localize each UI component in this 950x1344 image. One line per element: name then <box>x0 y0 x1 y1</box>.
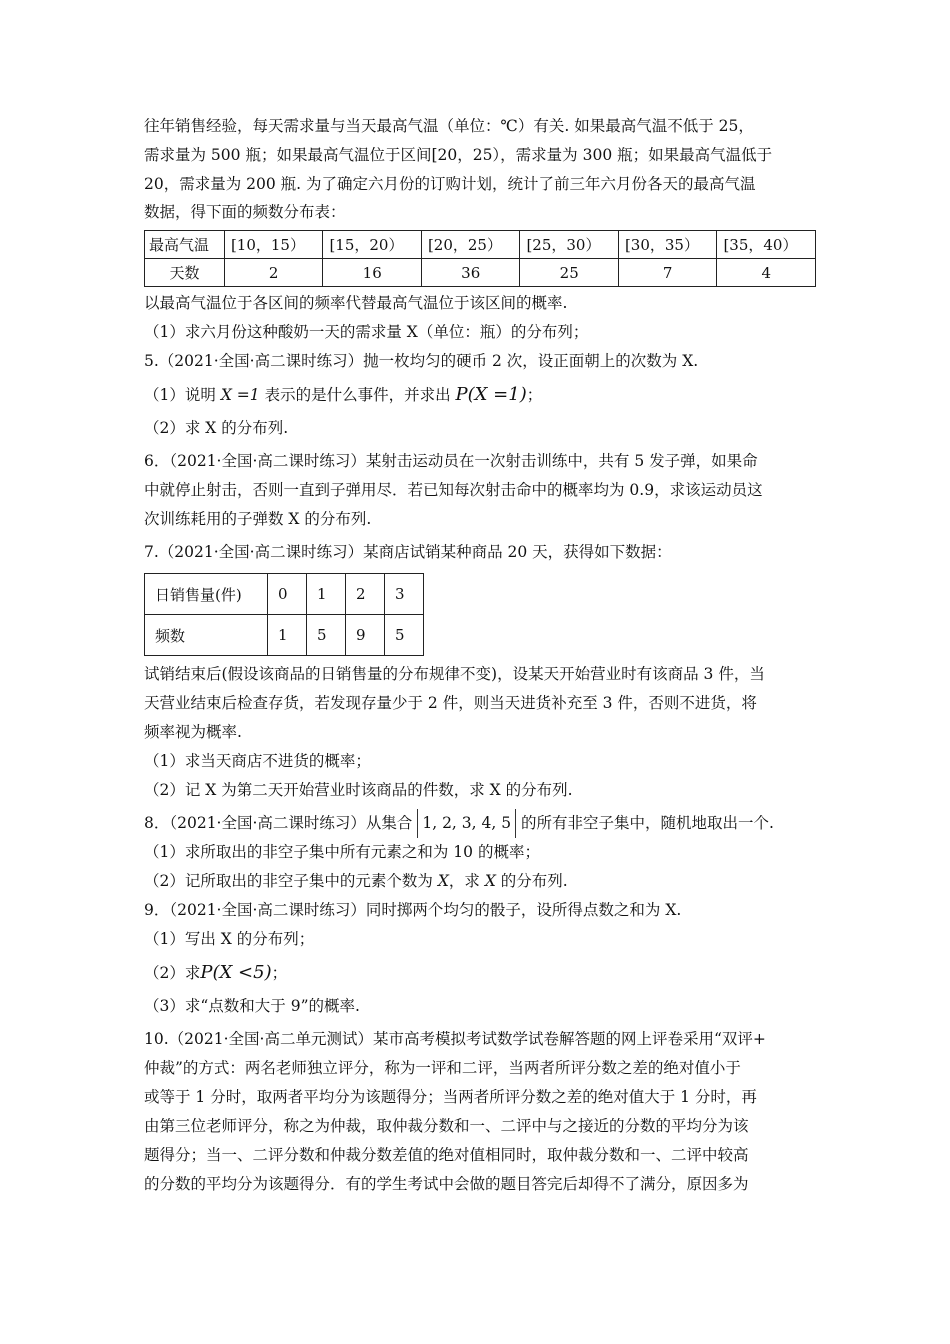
q5-p1-text-c: ； <box>526 386 543 404</box>
table-cell: [30，35） <box>618 231 717 259</box>
q6-line-1: 6．（2021·全国·高二课时练习）某射击运动员在一次射击训练中，共有 5 发子弹，如果命 <box>144 452 758 470</box>
q5-p1-prob: P(X =1) <box>455 384 527 405</box>
table-cell: 9 <box>346 615 385 656</box>
q5-part-2: （2）求 X 的分布列. <box>144 419 289 437</box>
q8-p2-text-c: 的分布列. <box>500 872 568 890</box>
temperature-frequency-table <box>144 230 816 287</box>
q10-line-5: 题得分；当一、二评分数和仲裁分数差值的绝对值相同时，取仲裁分数和一、二评中较高 <box>144 1146 749 1164</box>
q10-line-2: 仲裁”的方式：两名老师独立评分，称为一评和二评，当两者所评分数之差的绝对值小于 <box>144 1059 741 1077</box>
q7-title: 7.（2021·全国·高二课时练习）某商店试销某种商品 20 天，获得如下数据： <box>144 543 672 561</box>
q8-title-b: 的所有非空子集中，随机地取出一个. <box>521 814 774 832</box>
table-cell: [35，40） <box>717 231 816 259</box>
table-cell: [25，30） <box>520 231 619 259</box>
table-cell: 1 <box>268 615 307 656</box>
table-cell: 16 <box>323 259 422 287</box>
q8-part-1: （1）求所取出的非空子集中所有元素之和为 10 的概率； <box>144 843 540 861</box>
q6-line-2: 中就停止射击，否则一直到子弹用尽．若已知每次射击命中的概率均为 0.9，求该运动员这 <box>144 481 763 499</box>
q10-line-4: 由第三位老师评分，称之为仲裁，取仲裁分数和一、二评中与之接近的分数的平均分为该 <box>144 1117 749 1135</box>
q7-line-2: 天营业结束后检查存货，若发现存量少于 2 件，则当天进货补充至 3 件，否则不进货，将 <box>144 694 757 712</box>
table-cell: 2 <box>346 574 385 615</box>
sales-table <box>144 573 424 656</box>
q10-line-1: 10.（2021·全国·高二单元测试）某市高考模拟考试数学试卷解答题的网上评卷采用“双评+ <box>144 1030 766 1048</box>
q7-part-2: （2）记 X 为第二天开始营业时该商品的件数，求 X 的分布列. <box>144 781 573 799</box>
q7-line-3: 频率视为概率. <box>144 723 242 741</box>
table-cell: 1 <box>307 574 346 615</box>
q8-part-2 <box>144 867 824 896</box>
table-cell: 7 <box>618 259 717 287</box>
q5-p1-math: X =1 <box>220 386 260 404</box>
table-cell: [10，15） <box>224 231 323 259</box>
q5-p1-text-b: 表示的是什么事件，并求出 <box>264 386 451 404</box>
q9-title: 9．（2021·全国·高二课时练习）同时掷两个均匀的骰子，设所得点数之和为 X. <box>144 901 682 919</box>
q8-title-a: 8．（2021·全国·高二课时练习）从集合 <box>144 814 413 832</box>
q9-part-2 <box>144 958 824 988</box>
q9-p2-text-a: （2）求 <box>144 964 201 982</box>
q8-title <box>144 809 824 838</box>
q5-p1-text-a: （1）说明 <box>144 386 216 404</box>
table-row <box>145 615 424 656</box>
q5-part-1 <box>144 380 824 410</box>
document-page <box>144 112 824 1199</box>
table-row <box>145 259 816 287</box>
table-cell: 天数 <box>145 259 225 287</box>
table-cell: 最高气温 <box>145 231 225 259</box>
q5-title: 5.（2021·全国·高二课时练习）抛一枚均匀的硬币 2 次，设正面朝上的次数为 X. <box>144 352 699 370</box>
table-cell: 36 <box>421 259 520 287</box>
q8-p2-x2: X <box>484 872 496 890</box>
table-cell: [15，20） <box>323 231 422 259</box>
table-cell: [20，25） <box>421 231 520 259</box>
q9-part-1: （1）写出 X 的分布列； <box>144 930 315 948</box>
q9-p2-text-b: ； <box>271 964 288 982</box>
intro-line-1: 往年销售经验，每天需求量与当天最高气温（单位：℃）有关. 如果最高气温不低于 25， <box>144 117 754 135</box>
intro-line-2: 需求量为 500 瓶；如果最高气温位于区间[20，25），需求量为 300 瓶；如果最高气温低于 <box>144 146 773 164</box>
table-cell: 5 <box>307 615 346 656</box>
q8-p2-x1: X <box>437 872 449 890</box>
table-cell: 频数 <box>145 615 268 656</box>
q8-p2-text-a: （2）记所取出的非空子集中的元素个数为 <box>144 872 433 890</box>
table-row <box>145 574 424 615</box>
table-row <box>145 231 816 259</box>
table-cell: 3 <box>385 574 424 615</box>
intro-line-3: 20，需求量为 200 瓶. 为了确定六月份的订购计划，统计了前三年六月份各天的最高气温 <box>144 175 756 193</box>
q7-line-1: 试销结束后(假设该商品的日销售量的分布规律不变)，设某天开始营业时有该商品 3 件，当 <box>144 665 765 683</box>
table-cell: 2 <box>224 259 323 287</box>
q8-p2-text-b: ，求 <box>448 872 480 890</box>
q6-line-3: 次训练耗用的子弹数 X 的分布列. <box>144 510 372 528</box>
q8-set: 1, 2, 3, 4, 5 <box>417 809 516 838</box>
intro-line-4: 数据，得下面的频数分布表： <box>144 203 346 221</box>
table-cell: 5 <box>385 615 424 656</box>
table-cell: 25 <box>520 259 619 287</box>
q9-part-3: （3）求“点数和大于 9”的概率. <box>144 997 360 1015</box>
table-cell: 4 <box>717 259 816 287</box>
q7-part-1: （1）求当天商店不进货的概率； <box>144 752 371 770</box>
q4-part-1: （1）求六月份这种酸奶一天的需求量 X（单位：瓶）的分布列； <box>144 323 589 341</box>
after-table-text: 以最高气温位于各区间的频率代替最高气温位于该区间的概率. <box>144 294 568 312</box>
q9-p2-math: P(X <5) <box>200 962 272 983</box>
q10-line-6: 的分数的平均分为该题得分．有的学生考试中会做的题目答完后却得不了满分，原因多为 <box>144 1175 749 1193</box>
table-cell: 0 <box>268 574 307 615</box>
table-cell: 日销售量(件) <box>145 574 268 615</box>
q10-line-3: 或等于 1 分时，取两者平均分为该题得分；当两者所评分数之差的绝对值大于 1 分时，再 <box>144 1088 757 1106</box>
